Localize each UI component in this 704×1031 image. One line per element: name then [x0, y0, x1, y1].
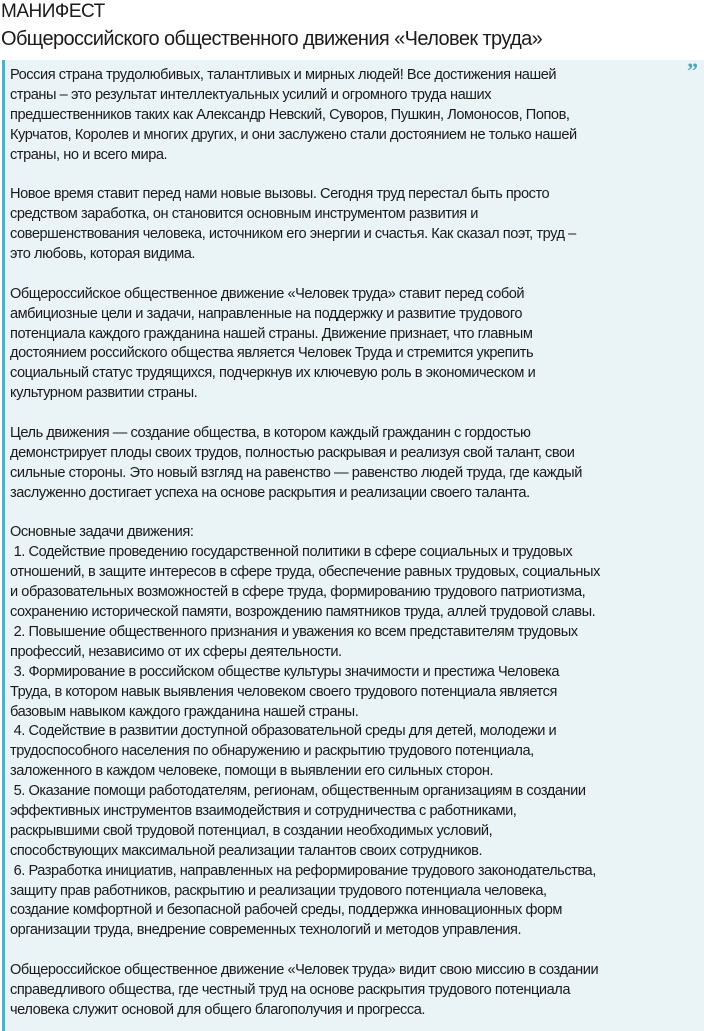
text-line: способствующих максимальной реализации талантов своих сотрудников. [10, 842, 483, 859]
text-line: 5. Оказание помощи работодателям, регионам, общественным организациям в создании [10, 783, 586, 800]
text-line: страны – это результат интеллектуальных усилий и огромного труда наших [10, 86, 492, 103]
text-line: заложенного в каждом человеке, помощи в выявлении его сильных сторон. [10, 763, 494, 780]
text-line: базовым навыком каждого гражданина нашей страны. [10, 703, 359, 720]
text-line: и образовательных возможностей в сфере труда, формированию трудового патриотизма, [10, 584, 586, 601]
text-line: достоянием российского общества является Человек Труда и стремится укрепить [10, 345, 534, 362]
text-line: 2. Повышение общественного признания и уважения ко всем представителям трудовых [10, 623, 578, 640]
text-line: раскрывшими свой трудовой потенциал, в создании необходимых условий, [10, 822, 493, 839]
paragraph [10, 523, 600, 941]
quote-icon: ” [687, 58, 698, 83]
text-line: амбициозные цели и задачи, направленные на поддержку и развитие трудового [10, 305, 523, 322]
text-line: 1. Содействие проведению государственной политики в сфере социальных и трудовых [10, 544, 573, 561]
paragraph-gap [10, 165, 600, 185]
paragraph [10, 66, 600, 165]
text-line: справедливого общества, где честный труд на основе раскрытия трудового потенциала [10, 981, 570, 998]
text-line: социальный статус трудящихся, подчеркнув их ключевую роль в экономическом и [10, 365, 536, 382]
text-line: профессий, независимо от их сферы деятельности. [10, 643, 342, 660]
text-line: Общероссийское общественное движение «Человек труда» видит свою миссию в создании [10, 962, 599, 979]
text-line: совершенствования человека, источником его энергии и счастья. Как сказал поэт, труд – [10, 226, 576, 243]
paragraph [10, 961, 600, 1021]
paragraph-gap [10, 265, 600, 285]
text-line: потенциала каждого гражданина нашей страны. Движение признает, что главным [10, 325, 533, 342]
paragraph-gap [10, 504, 600, 524]
manifesto-text [10, 66, 600, 1021]
text-line: сохранению исторической памяти, возрождению памятников труда, аллей трудовой славы. [10, 604, 596, 621]
text-line: отношений, в защите интересов в сфере труда, обеспечение равных трудовых, социальных [10, 564, 600, 581]
text-line: организации труда, внедрение современных технологий и методов управления. [10, 922, 522, 939]
text-line: это любовь, которая видима. [10, 246, 196, 263]
text-line: заслуженно достигает успеха на основе раскрытия и реализации своего таланта. [10, 484, 530, 501]
text-line: человека служит основой для общего благополучия и прогресса. [10, 1001, 425, 1018]
text-line: Основные задачи движения: [10, 524, 194, 541]
text-line: 3. Формирование в российском обществе культуры значимости и престижа Человека [10, 663, 560, 680]
text-line: создание комфортной и безопасной рабочей среды, поддержка инновационных форм [10, 902, 563, 919]
paragraph [10, 185, 600, 265]
paragraph-gap [10, 941, 600, 961]
paragraph [10, 424, 600, 504]
text-line: эффективных инструментов взаимодействия и сотрудничества с работниками, [10, 802, 517, 819]
paragraph [10, 285, 600, 404]
text-line: предшественников таких как Александр Невский, Суворов, Пушкин, Ломоносов, Попов, [10, 106, 570, 123]
text-line: Цель движения — создание общества, в котором каждый гражданин с гордостью [10, 425, 531, 442]
text-line: средством заработка, он становится основным инструментом развития и [10, 206, 478, 223]
text-line: Новое время ставит перед нами новые вызовы. Сегодня труд перестал быть просто [10, 186, 550, 203]
text-line: Курчатов, Королев и многих других, и они заслужено стали достоянием не только нашей [10, 126, 577, 143]
text-line: 6. Разработка инициатив, направленных на реформирование трудового законодательства, [10, 862, 596, 879]
page-subtitle: Общероссийского общественного движения «Человек труда» [1, 28, 543, 50]
text-line: демонстрирует плоды своих трудов, полностью раскрывая и реализуя свой талант, свои [10, 444, 575, 461]
text-line: сильные стороны. Это новый взгляд на равенство — равенство людей труда, где каждый [10, 464, 582, 481]
text-line: Труда, в котором навык выявления человеком своего трудового потенциала является [10, 683, 557, 700]
text-line: трудоспособного населения по обнаружению и раскрытию трудового потенциала, [10, 743, 534, 760]
text-line: страны, но и всего мира. [10, 146, 168, 163]
page-title: МАНИФЕСТ [1, 1, 105, 22]
text-line: Общероссийское общественное движение «Человек труда» ставит перед собой [10, 285, 525, 302]
text-line: Россия страна трудолюбивых, талантливых и мирных людей! Все достижения нашей [10, 67, 557, 83]
paragraph-gap [10, 404, 600, 424]
text-line: 4. Содействие в развитии доступной образовательной среды для детей, молодежи и [10, 723, 557, 740]
text-line: защиту прав работников, раскрытию и реализации трудового потенциала человека, [10, 882, 547, 899]
manifesto-quote-block [2, 60, 704, 1031]
text-line: культурном развитии страны. [10, 385, 198, 402]
